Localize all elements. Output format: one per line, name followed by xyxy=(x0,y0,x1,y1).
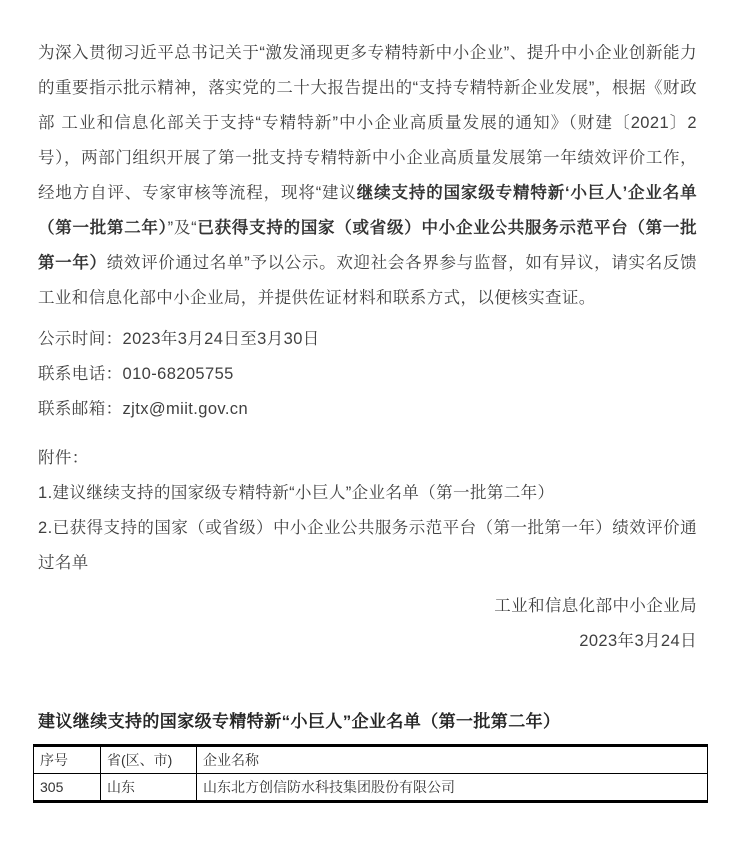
contact-info-block xyxy=(38,322,697,427)
contact-phone-label: 联系电话： xyxy=(38,365,123,383)
contact-phone-line xyxy=(38,357,697,392)
attachments-block xyxy=(38,441,697,581)
publicity-period-value: 2023年3月24日至3月30日 xyxy=(122,330,320,348)
table-header-row xyxy=(34,746,708,774)
table-cell-seq: 305 xyxy=(34,774,101,802)
contact-email-label: 联系邮箱： xyxy=(38,400,123,418)
attachment-item-2: 2.已获得支持的国家（或省级）中小企业公共服务示范平台（第一批第一年）绩效评价通过名单 xyxy=(38,519,697,572)
signature-block xyxy=(38,589,697,659)
announcement-paragraph xyxy=(38,36,697,316)
table-header-province: 省(区、市) xyxy=(101,746,197,774)
contact-phone-value: 010-68205755 xyxy=(122,365,234,383)
table-cell-company: 山东北方创信防水科技集团股份有限公司 xyxy=(197,774,708,802)
table-row xyxy=(34,774,708,802)
signature-org: 工业和信息化部中小企业局 xyxy=(494,597,697,615)
publicity-period-label: 公示时间： xyxy=(38,330,123,348)
attachment-item-1: 1.建议继续支持的国家级专精特新“小巨人”企业名单（第一批第二年） xyxy=(38,484,555,502)
paragraph-run-bold-list-1: 继续支持的国家级专精特新‘小巨人’企业名单（第一批第二年） xyxy=(38,184,697,237)
publicity-period-line xyxy=(38,322,697,357)
contact-email-value: zjtx@miit.gov.cn xyxy=(122,400,249,418)
contact-email-line xyxy=(38,392,697,427)
paragraph-run: ”及“ xyxy=(167,219,198,237)
enterprise-list-title: 建议继续支持的国家级专精特新“小巨人”企业名单（第一批第二年） xyxy=(38,712,561,731)
paragraph-run: 绩效评价通过名单”予以公示。欢迎社会各界参与监督，如有异议，请实名反馈工业和信息化部中小企业局，并提供佐证材料和联系方式，以便核实查证。 xyxy=(38,254,697,307)
paragraph-run-bold-list-2: 已获得支持的国家（或省级）中小企业公共服务示范平台（第一批第一年） xyxy=(38,219,697,272)
table-header-seq: 序号 xyxy=(34,746,101,774)
attachments-heading: 附件： xyxy=(38,449,89,467)
table-header-company: 企业名称 xyxy=(197,746,708,774)
signature-date: 2023年3月24日 xyxy=(579,632,697,650)
enterprise-table xyxy=(33,744,708,803)
paragraph-run: 为深入贯彻习近平总书记关于“激发涌现更多专精特新中小企业”、提升中小企业创新能力的重要指示批示精神，落实党的二十大报告提出的“支持专精特新企业发展”，根据《财政部 工业和信息化部关于支持“专精特新”中小企业高质量发展的通知》（财建〔2021〕2号），两部门组织开展了第一批支持专精特新中小企业高质量发展第一年绩效评价工作，经地方自评、专家审核等流程，现将“建议 xyxy=(38,44,697,202)
table-cell-province: 山东 xyxy=(101,774,197,802)
